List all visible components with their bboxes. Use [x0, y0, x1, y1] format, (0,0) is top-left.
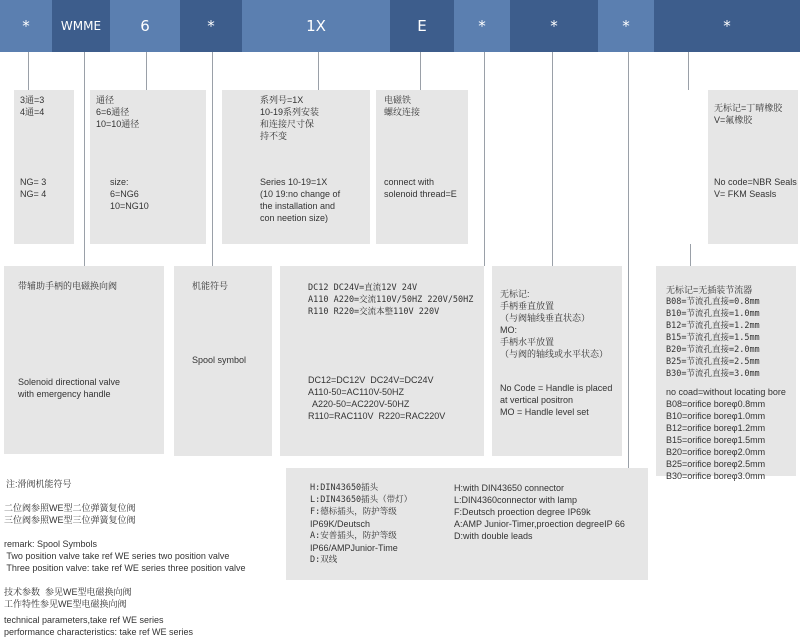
series-cn-4: 持不变	[260, 131, 288, 141]
connector-line-9	[628, 52, 629, 470]
connector-line-7	[484, 52, 485, 266]
note-tech-en-1: technical parameters,take ref WE series	[4, 615, 164, 625]
voltage-en-1: DC12=DC12V DC24V=DC24V	[308, 375, 434, 385]
throttle-cn-2: B08=节流孔直接=0.8mm	[666, 297, 760, 307]
series-en-2: (10 19:no change of	[260, 189, 341, 199]
series-en-4: con neetion size)	[260, 213, 329, 223]
connector-en-2: L:DIN4360connector with lamp	[454, 495, 578, 505]
connector-line-6	[420, 52, 421, 90]
spool-en: Spool symbol	[192, 355, 247, 365]
voltage-cn-3: R110 R220=交流本整110V 220V	[308, 307, 440, 317]
handle-cn-6: （与阀的轴线或水平状态）	[500, 349, 609, 359]
note-spool-cn-1: 二位阀参照WE型二位弹簧复位阀	[4, 503, 136, 513]
box-voltage	[280, 266, 484, 456]
ports-en-2: NG= 4	[20, 189, 47, 199]
note-spool-cn-2: 三位阀参照WE型三位弹簧复位阀	[4, 515, 136, 525]
voltage-en-3: A220-50=AC220V-50HZ	[312, 399, 410, 409]
handle-en-3: MO = Handle level set	[500, 407, 589, 417]
throttle-en-4: B12=orifice boreφ1.2mm	[666, 423, 766, 433]
connector-cn-3: F:德标插头，防护等级	[310, 507, 397, 517]
connector-en-5: D:with double leads	[454, 531, 533, 541]
connector-cn-7: D:双线	[310, 555, 338, 565]
note-spool-title: 注:滑阀机能符号	[6, 479, 72, 489]
order-code-bar	[0, 0, 800, 52]
connector-line-10	[688, 52, 689, 90]
connector-line-10b	[690, 244, 691, 266]
seals-cn-2: V=氟橡胶	[714, 115, 753, 125]
connector-line-2	[84, 52, 85, 266]
connector-en-1: H:with DIN43650 connector	[454, 483, 565, 493]
throttle-cn-8: B30=节流孔直接=3.0mm	[666, 369, 760, 379]
series-en-3: the installation and	[260, 201, 336, 211]
solenoid-cn-2: 螺纹连接	[384, 107, 421, 117]
note-tech-en-2: performance characteristics: take ref WE series	[4, 627, 194, 637]
box-size	[90, 90, 206, 244]
ports-en-1: NG= 3	[20, 177, 47, 187]
size-cn-1: 通径	[96, 95, 115, 105]
connector-line-4	[212, 52, 213, 266]
box-valve	[4, 266, 164, 454]
connector-line-3	[146, 52, 147, 90]
throttle-en-8: B30=orifice boreφ3.0mm	[666, 471, 766, 481]
valve-en-2: with emergency handle	[18, 389, 111, 399]
code-cell-2: WMME	[52, 0, 110, 52]
ports-cn-2: 4通=4	[20, 107, 45, 117]
handle-cn-4: MO:	[500, 325, 517, 335]
seals-en-1: No code=NBR Seals	[714, 177, 797, 187]
connector-en-column	[454, 482, 625, 542]
throttle-en-6: B20=orifice boreφ2.0mm	[666, 447, 766, 457]
box-throttle	[656, 266, 796, 481]
valve-cn: 带辅助手柄的电磁换向阀	[18, 281, 118, 291]
handle-cn-3: （与阀轴线垂直状态）	[500, 313, 591, 323]
box-seals	[708, 90, 798, 244]
handle-cn-1: 无标记:	[500, 289, 530, 299]
connector-cn-4: IP69K/Deutsch	[310, 519, 371, 529]
connector-cn-2: L:DIN43650插头（带灯）	[310, 495, 413, 505]
throttle-cn-4: B12=节流孔直接=1.2mm	[666, 321, 760, 331]
handle-cn-5: 手柄水平放置	[500, 337, 555, 347]
throttle-cn-3: B10=节流孔直接=1.0mm	[666, 309, 760, 319]
connector-cn-5: A:安普插头，防护等级	[310, 531, 397, 541]
handle-en-2: at vertical positron	[500, 395, 574, 405]
ports-cn-1: 3通=3	[20, 95, 45, 105]
throttle-en-3: B10=orifice boreφ1.0mm	[666, 411, 766, 421]
handle-en-1: No Code = Handle is placed	[500, 383, 613, 393]
code-cell-10: *	[654, 0, 800, 52]
throttle-en-5: B15=orifice boreφ1.5mm	[666, 435, 766, 445]
connector-en-3: F:Deutsch proection degree IP69k	[454, 507, 591, 517]
voltage-en-2: A110-50=AC110V-50HZ	[308, 387, 404, 397]
valve-en-1: Solenoid directional valve	[18, 377, 121, 387]
throttle-en-2: B08=orifice boreφ0.8mm	[666, 399, 766, 409]
throttle-cn-1: 无标记=无插装节流器	[666, 285, 753, 295]
size-en-2: 6=NG6	[110, 189, 139, 199]
code-cell-6: E	[390, 0, 454, 52]
box-ports	[14, 90, 74, 244]
voltage-en-4: R110=RAC110V R220=RAC220V	[308, 411, 446, 421]
seals-en-2: V= FKM Seasls	[714, 189, 777, 199]
series-cn-2: 10-19系列安装	[260, 107, 320, 117]
code-cell-9: *	[598, 0, 654, 52]
box-handle	[492, 266, 622, 456]
size-en-1: size:	[110, 177, 129, 187]
voltage-cn-1: DC12 DC24V=直流12V 24V	[308, 283, 418, 293]
voltage-cn-2: A110 A220=交流110V/50HZ 220V/50HZ	[308, 295, 474, 305]
note-spool-en-3: Three position valve: take ref WE series three position valve	[4, 563, 246, 573]
code-cell-8: *	[510, 0, 598, 52]
box-series	[222, 90, 370, 244]
connector-cn-1: H:DIN43650插头	[310, 483, 379, 493]
solenoid-cn-1: 电磁铁	[384, 95, 412, 105]
size-en-3: 10=NG10	[110, 201, 149, 211]
box-spool	[174, 266, 272, 456]
series-cn-3: 和连接尺寸保	[260, 119, 315, 129]
connector-line-1	[28, 52, 29, 90]
connector-line-5	[318, 52, 319, 90]
seals-cn-1: 无标记=丁晴橡胶	[714, 103, 783, 113]
handle-cn-2: 手柄垂直放置	[500, 301, 555, 311]
series-cn-1: 系列号=1X	[260, 95, 304, 105]
code-cell-7: *	[454, 0, 510, 52]
note-tech-cn-2: 工作特性参见WE型电磁换向阀	[4, 599, 127, 609]
size-cn-2: 6=6通径	[96, 107, 130, 117]
connector-line-8	[552, 52, 553, 266]
note-spool-en-1: remark: Spool Symbols	[4, 539, 98, 549]
throttle-cn-7: B25=节流孔直接=2.5mm	[666, 357, 760, 367]
connector-cn-column	[310, 482, 412, 566]
note-tech-cn-1: 技术参数 参见WE型电磁换向阀	[4, 587, 132, 597]
throttle-cn-6: B20=节流孔直接=2.0mm	[666, 345, 760, 355]
size-cn-3: 10=10通径	[96, 119, 140, 129]
solenoid-en-1: connect with	[384, 177, 435, 187]
code-cell-3: 6	[110, 0, 180, 52]
code-cell-5: 1X	[242, 0, 390, 52]
box-connector	[286, 468, 648, 580]
throttle-en-1: no coad=without locating bore	[666, 387, 786, 397]
series-en-1: Series 10-19=1X	[260, 177, 328, 187]
connector-en-4: A:AMP Junior-Timer,proection degreeIP 66	[454, 519, 625, 529]
code-cell-4: *	[180, 0, 242, 52]
code-cell-1: *	[0, 0, 52, 52]
connector-cn-6: IP66/AMPJunior-Time	[310, 543, 398, 553]
throttle-en-7: B25=orifice boreφ2.5mm	[666, 459, 766, 469]
spool-cn: 机能符号	[192, 281, 229, 291]
note-spool-en-2: Two position valve take ref WE series two position valve	[4, 551, 230, 561]
box-solenoid	[376, 90, 468, 244]
throttle-cn-5: B15=节流孔直接=1.5mm	[666, 333, 760, 343]
solenoid-en-2: solenoid thread=E	[384, 189, 457, 199]
